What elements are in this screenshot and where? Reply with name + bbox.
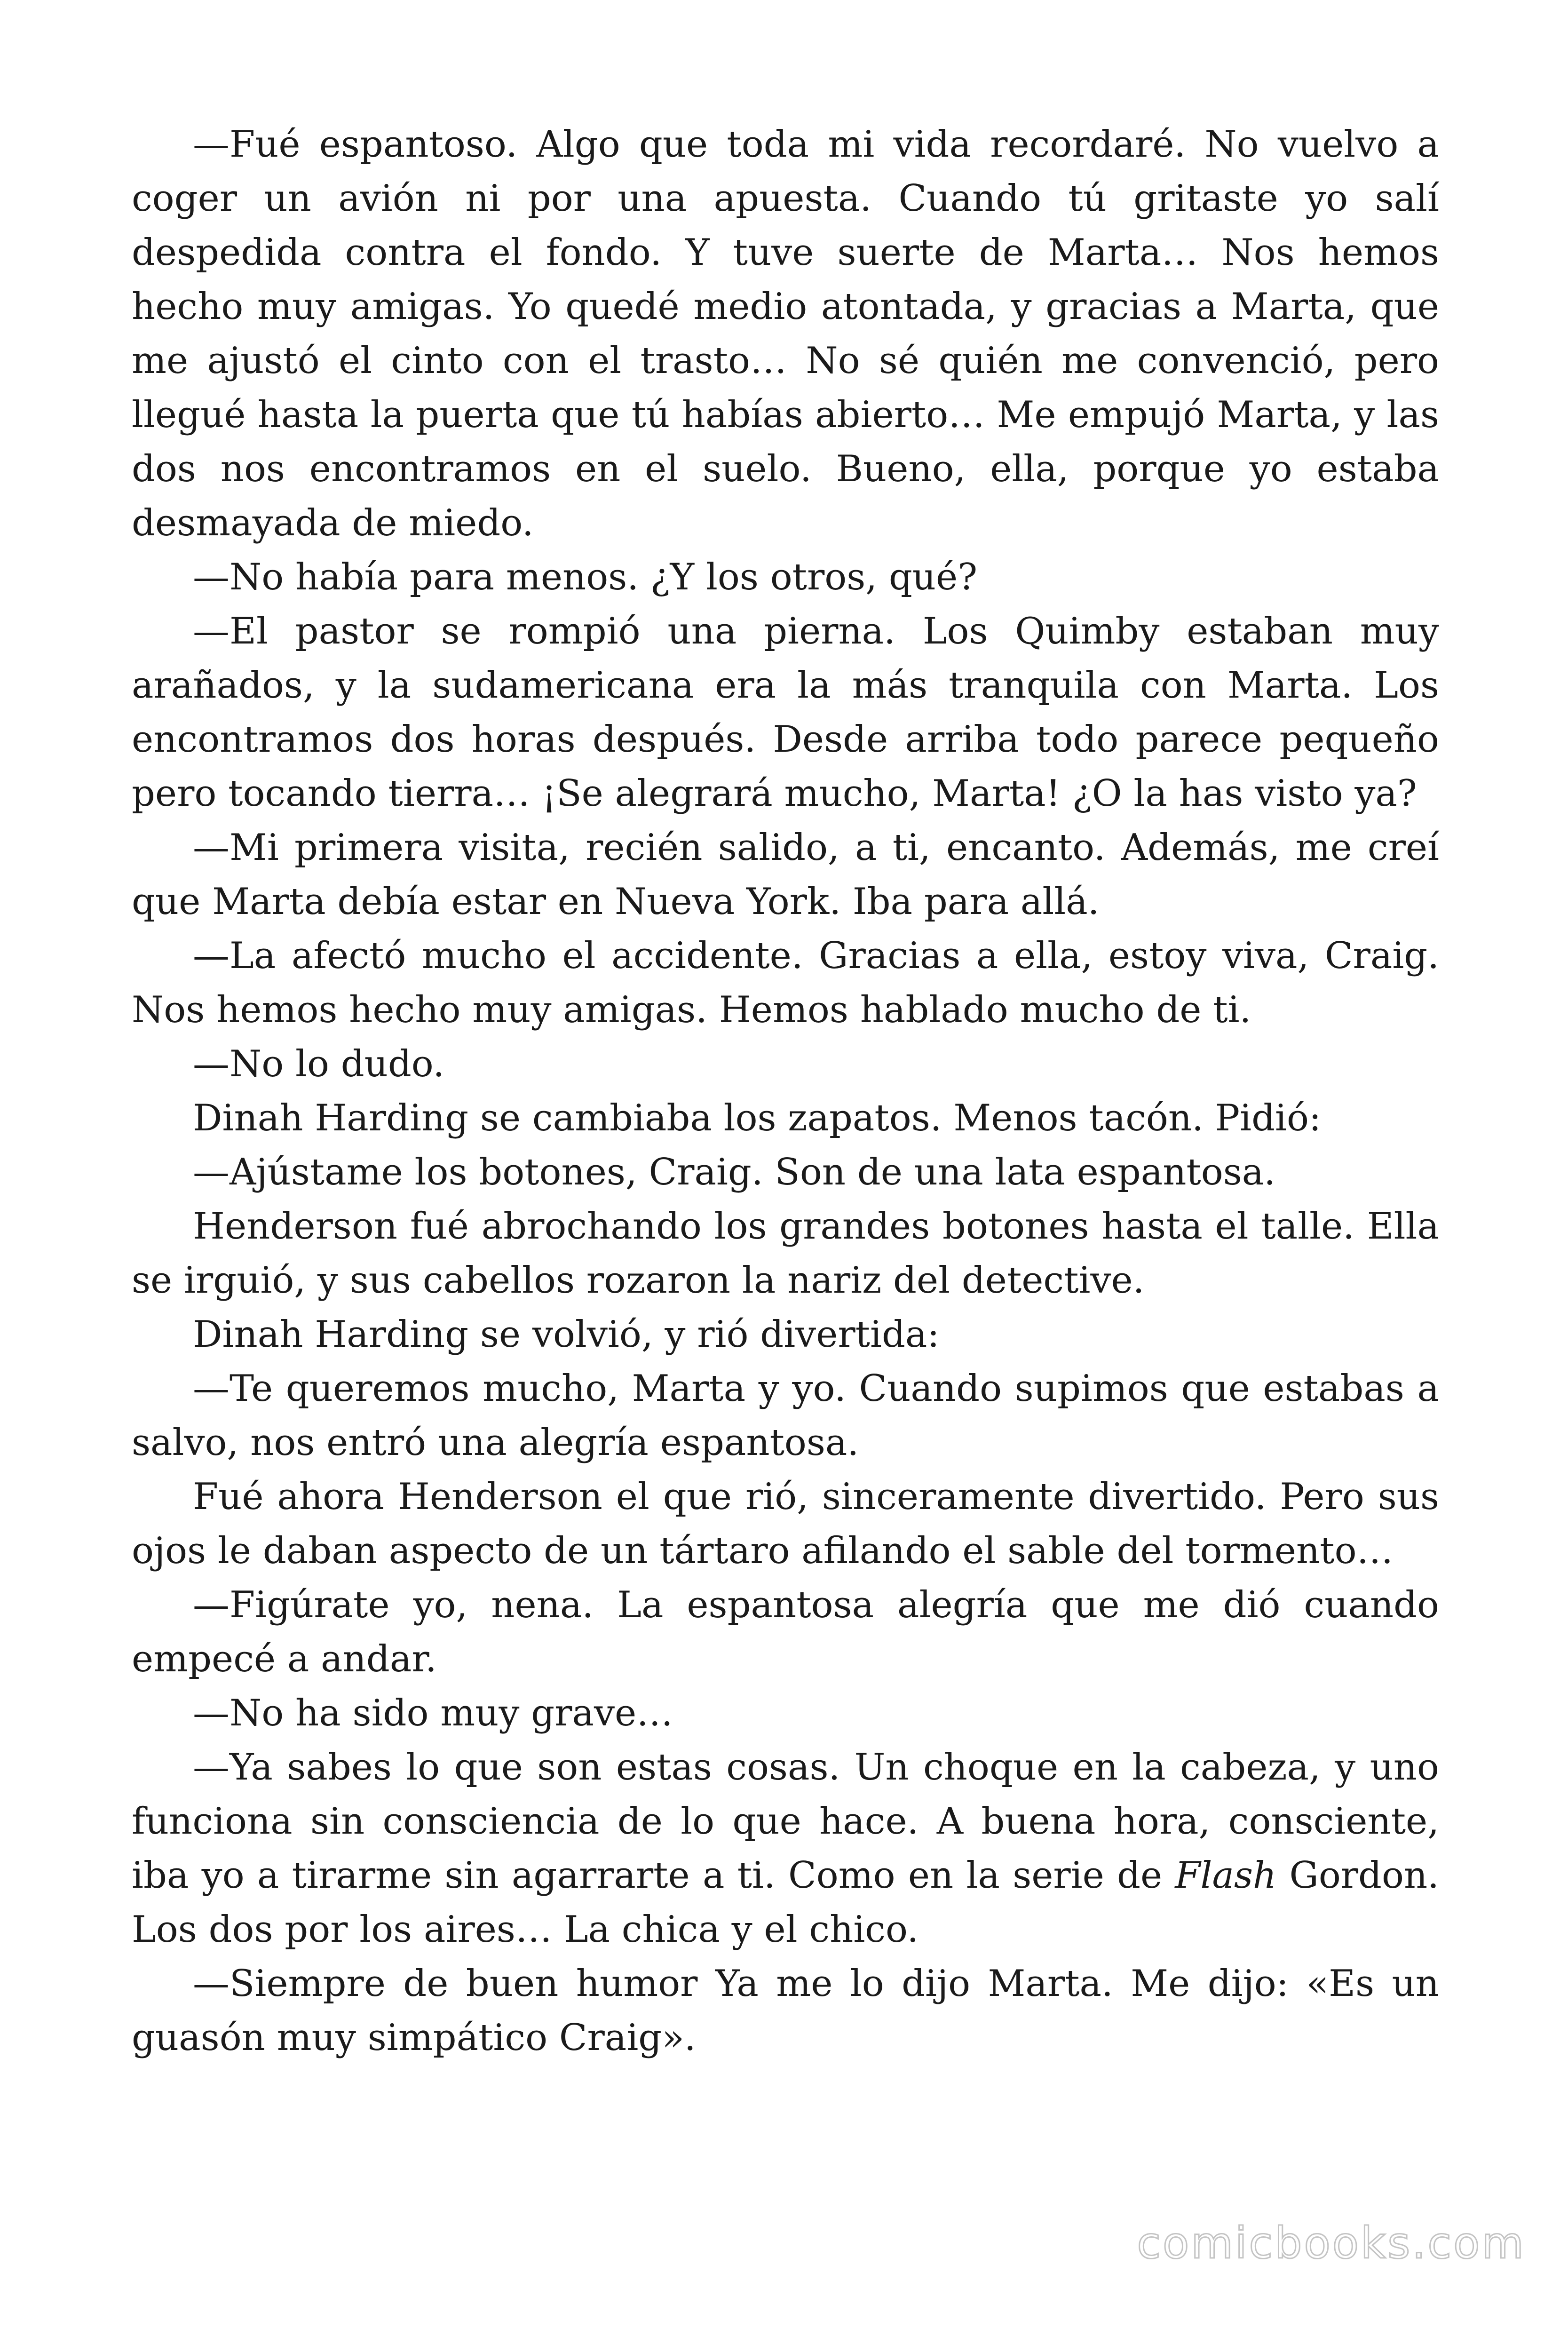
paragraph: —Ajústame los botones, Craig. Son de una lata espantosa. [193,1151,1276,1193]
paragraph: —No ha sido muy grave… [193,1692,673,1734]
paragraph: —No había para menos. ¿Y los otros, qué? [193,556,978,598]
paragraph-with-italic [132,1740,1439,1957]
page-body [132,118,1439,2065]
paragraph: —Fué espantoso. Algo que toda mi vida recordaré. No vuelvo a coger un avión ni por una apuesta. Cuando tú gritaste yo salí despedida contra el fondo. Y tuve suerte de Marta… Nos hemos hecho muy amigas. Yo quedé medio atontada, y gracias a Marta, que me ajustó el cinto con el trasto… No sé quién me convenció, pero llegué hasta la puerta que tú habías abierto… Me empujó Marta, y las dos nos encontramos en el suelo. Bueno, ella, porque yo estaba desmayada de miedo. [132,123,1439,544]
paragraph: Dinah Harding se cambiaba los zapatos. Menos tacón. Pidió: [193,1097,1322,1139]
paragraph: Henderson fué abrochando los grandes botones hasta el talle. Ella se irguió, y sus cabellos rozaron la nariz del detective. [132,1205,1439,1302]
paragraph: —El pastor se rompió una pierna. Los Quimby estaban muy arañados, y la sudamericana era la más tranquila con Marta. Los encontramos dos horas después. Desde arriba todo parece pequeño pero tocando tierra… ¡Se alegrará mucho, Marta! ¿O la has visto ya? [132,610,1439,815]
paragraph-text-before: —Ya sabes lo que son estas cosas. Un choque en la cabeza, y uno funciona sin consciencia de lo que hace. A buena hora, consciente, iba yo a tirarme sin agarrarte a ti. Como en la serie de [132,1746,1439,1897]
paragraph: Dinah Harding se volvió, y rió divertida: [193,1313,940,1356]
paragraph: Fué ahora Henderson el que rió, sinceramente divertido. Pero sus ojos le daban aspecto de un tártaro afilando el sable del tormento… [132,1476,1439,1572]
paragraph: —La afectó mucho el accidente. Gracias a ella, estoy viva, Craig. Nos hemos hecho muy amigas. Hemos hablado mucho de ti. [132,935,1439,1031]
paragraph: —Figúrate yo, nena. La espantosa alegría que me dió cuando empecé a andar. [132,1584,1439,1680]
paragraph: —Te queremos mucho, Marta y yo. Cuando supimos que estabas a salvo, nos entró una alegría espantosa. [132,1367,1439,1464]
paragraph-text-after: Gordon. Los dos por los aires… La chica y el chico. [132,1854,1439,1951]
paragraph: —No lo dudo. [193,1043,445,1085]
watermark-logo: comicbooks.com [1137,2218,1526,2268]
paragraph: —Siempre de buen humor Ya me lo dijo Marta. Me dijo: «Es un guasón muy simpático Craig». [132,1963,1439,2059]
paragraph: —Mi primera visita, recién salido, a ti, encanto. Además, me creí que Marta debía estar en Nueva York. Iba para allá. [132,826,1439,923]
italic-title: Flash [1175,1854,1277,1897]
